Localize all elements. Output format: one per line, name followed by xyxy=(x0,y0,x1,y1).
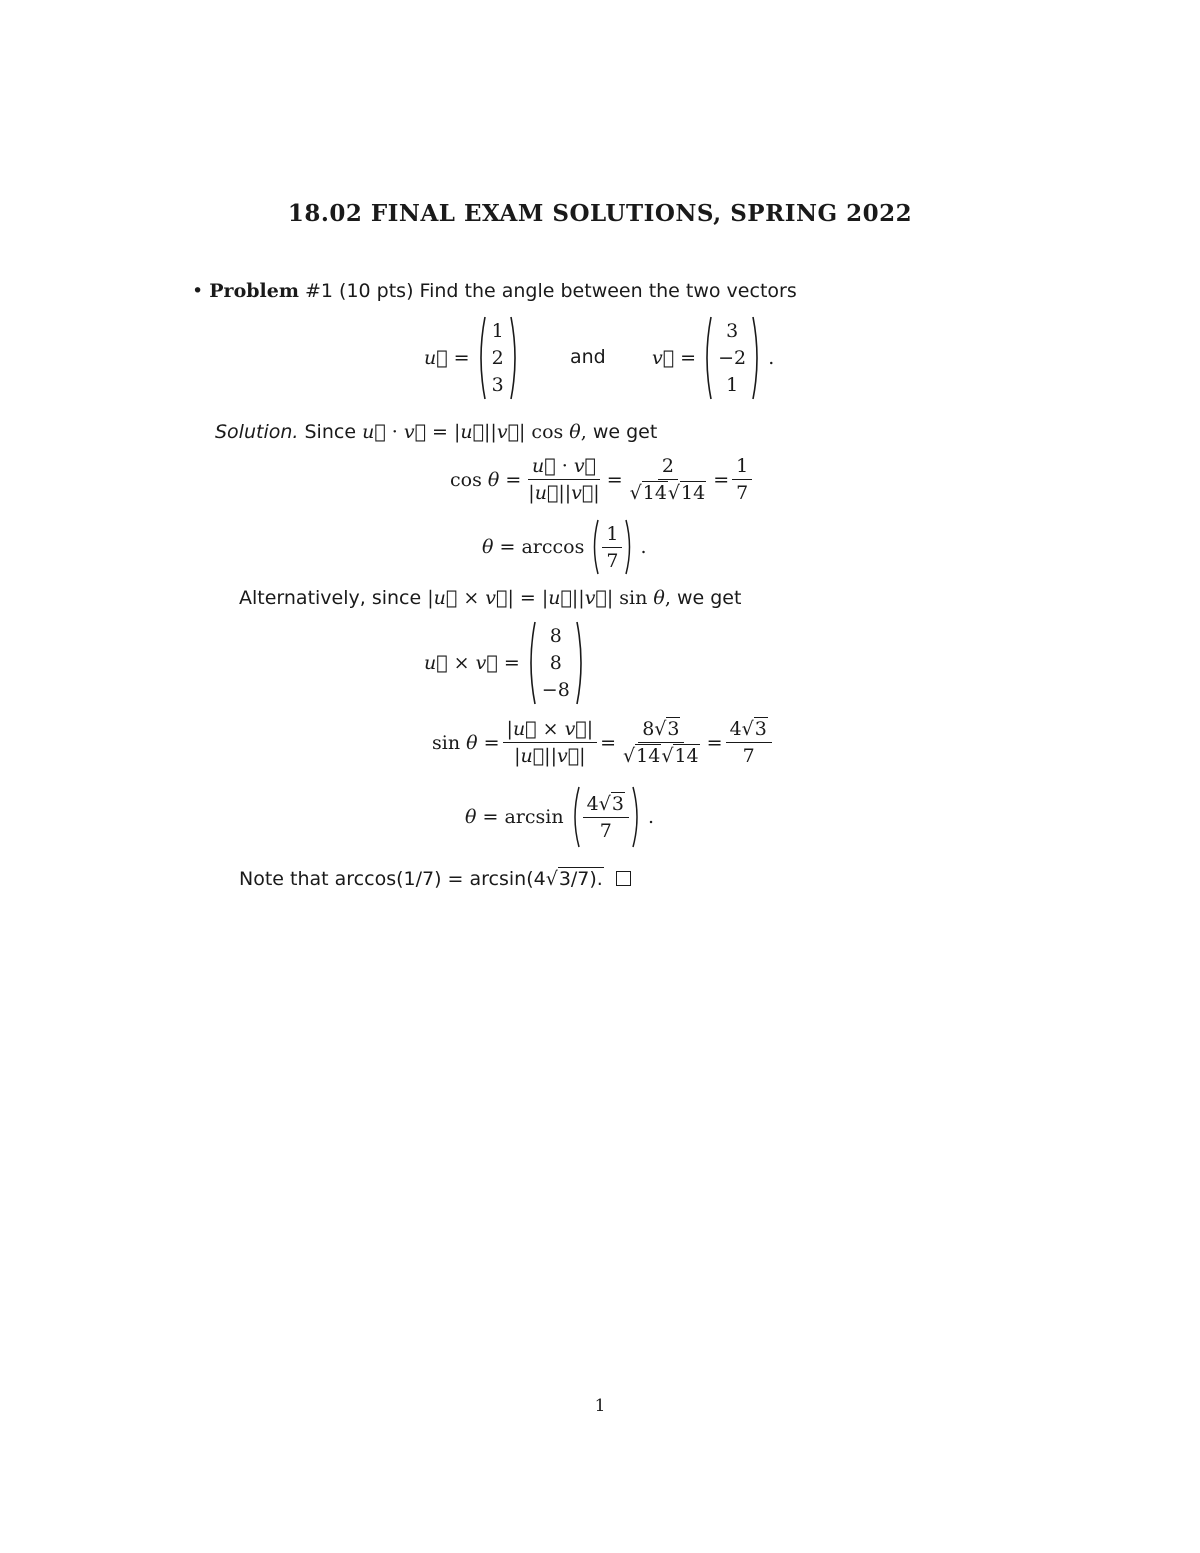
qed-square-icon xyxy=(616,871,631,886)
right-paren-icon xyxy=(752,315,762,401)
problem-label: Problem xyxy=(209,280,299,302)
vector-u: u⃗ = 1 2 3 xyxy=(424,315,520,401)
cross-comp-1: 8 xyxy=(549,624,562,647)
u-comp-1: 1 xyxy=(491,319,504,342)
cross-product: u⃗ × v⃗ = 8 8 −8 xyxy=(424,620,586,706)
u-components xyxy=(486,318,510,399)
page-number: 1 xyxy=(594,1396,606,1416)
right-paren-icon xyxy=(576,620,586,706)
right-paren-icon xyxy=(632,785,642,849)
solution-intro-text: Since xyxy=(304,421,357,443)
solution-intro-tail: we get xyxy=(592,421,658,443)
left-paren-icon xyxy=(590,518,599,576)
note-text: Note that arccos(1/7) = arcsin(4 xyxy=(239,868,546,890)
alternative-intro: Alternatively, since |u⃗ × v⃗| = |u⃗||v⃗| sin θ, we get xyxy=(239,587,742,609)
cross-comp-2: 8 xyxy=(549,651,562,674)
solution-label: Solution. xyxy=(215,421,299,443)
u-comp-2: 2 xyxy=(491,346,504,369)
solution-intro: Solution. Since u⃗ · v⃗ = |u⃗||v⃗| cos θ, we get xyxy=(215,421,658,443)
arcsin-equation: θ = arcsin $\frac{4√3}{7}$ . xyxy=(465,785,654,849)
arccos-equation: θ = arccos $\frac{1}{7}$ . xyxy=(482,518,647,576)
cos-equation: cos θ = $\frac{u⃗ \cdot v⃗}{|u⃗||v⃗|}$ = $\frac{2}{√14√14}$ = $\frac{1}{7}$ xyxy=(450,455,755,504)
v-comp-2: −2 xyxy=(718,346,747,369)
v-components xyxy=(712,318,752,399)
cross-components xyxy=(536,623,576,704)
note-line: Note that arccos(1/7) = arcsin(4√3/7). xyxy=(239,868,631,890)
left-paren-icon xyxy=(476,315,486,401)
left-paren-icon xyxy=(526,620,536,706)
right-paren-icon xyxy=(510,315,520,401)
u-comp-3: 3 xyxy=(491,373,504,396)
vector-v: v⃗ = 3 −2 1 . xyxy=(652,315,774,401)
v-comp-3: 1 xyxy=(726,373,739,396)
problem-number: #1 xyxy=(304,280,333,302)
left-paren-icon xyxy=(702,315,712,401)
left-paren-icon xyxy=(570,785,580,849)
v-comp-1: 3 xyxy=(726,319,739,342)
and-word: and xyxy=(570,346,606,368)
page-title: 18.02 FINAL EXAM SOLUTIONS, SPRING 2022 xyxy=(287,200,913,227)
sin-equation: sin θ = $\frac{|u⃗ \times v⃗|}{|u⃗||v⃗|}$ = $\frac{8√3}{√14√14}$ = $\frac{4√3}{7}$ xyxy=(432,718,775,767)
cross-comp-3: −8 xyxy=(541,678,570,701)
right-paren-icon xyxy=(625,518,634,576)
problem-points: (10 pts) xyxy=(339,280,414,302)
alt-intro-tail: we get xyxy=(676,587,742,609)
problem-heading xyxy=(192,280,797,302)
note-tail: 3/7). xyxy=(558,868,603,890)
alt-intro-text: Alternatively, since xyxy=(239,587,422,609)
problem-statement: Find the angle between the two vectors xyxy=(419,280,797,302)
bullet: • xyxy=(192,280,204,302)
